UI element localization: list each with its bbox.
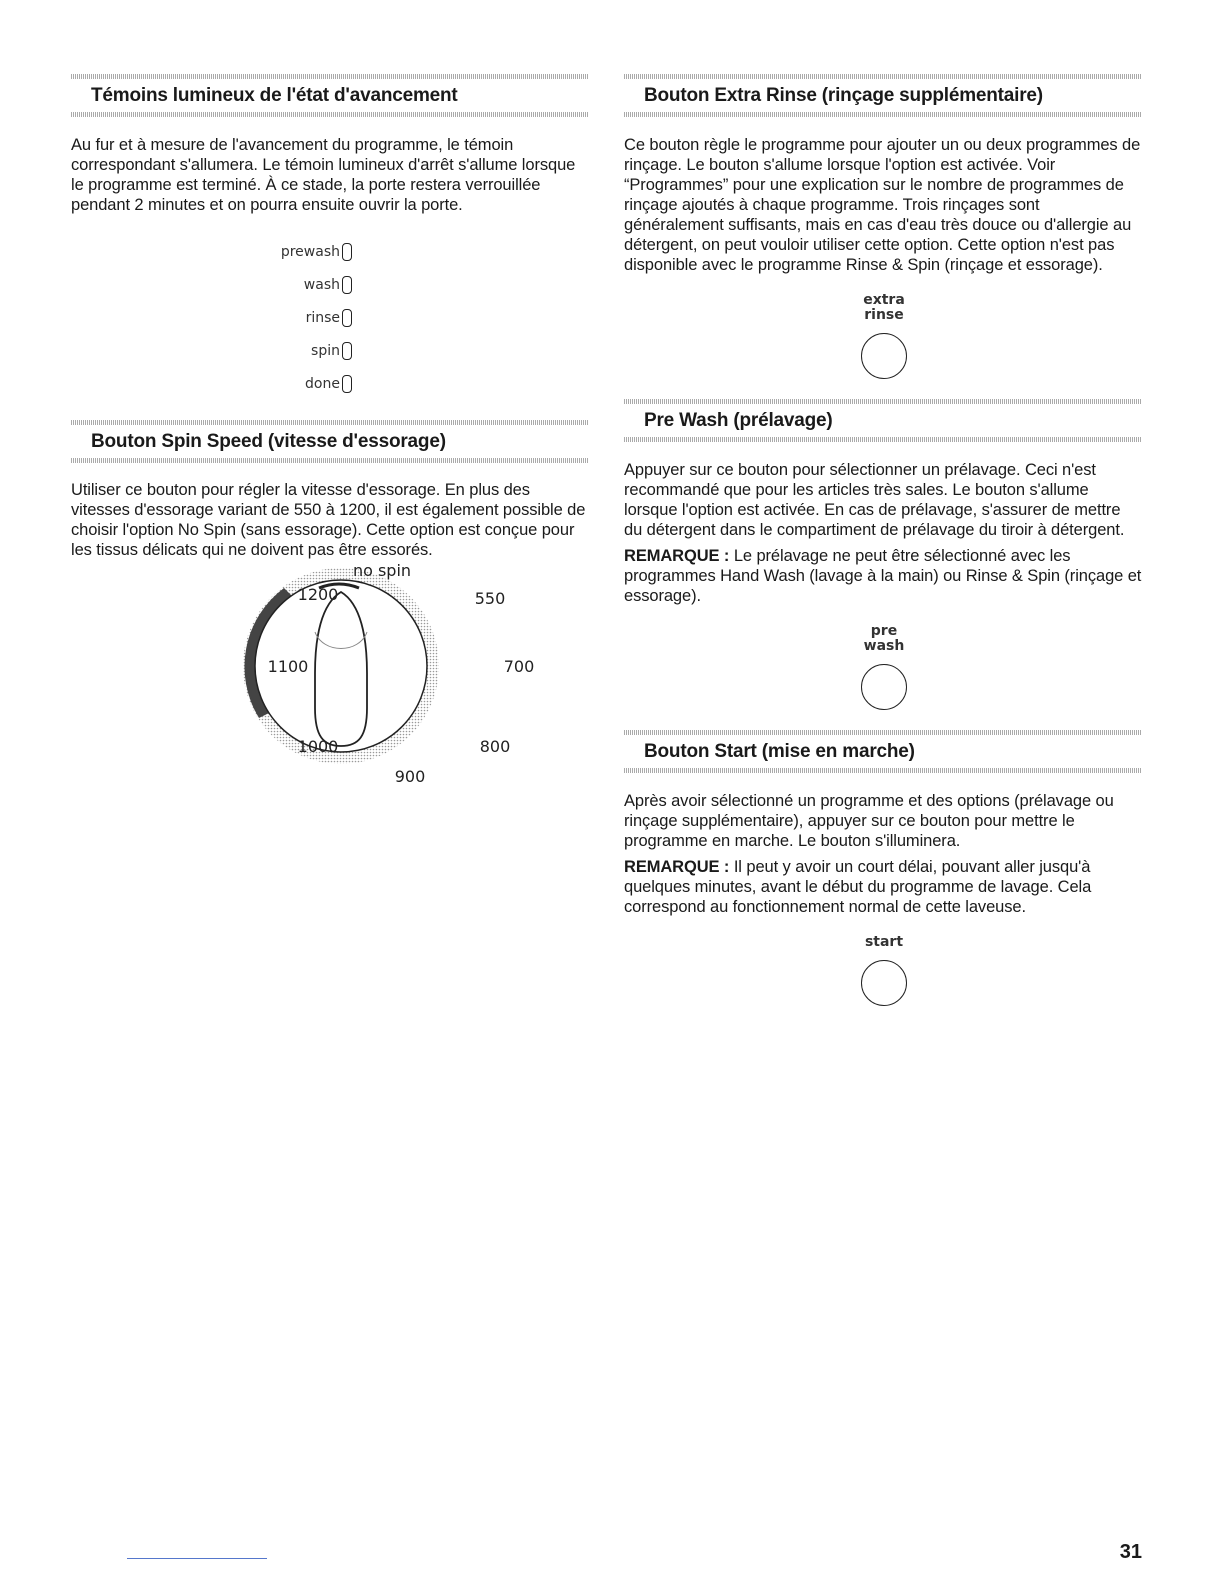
indicator-light-icon bbox=[342, 309, 352, 327]
indicator-label: done bbox=[305, 375, 340, 392]
pre-wash-label-inner bbox=[864, 624, 905, 654]
pre-wash-note-text: Le prélavage ne peut être sélectionné avec les programmes Hand Wash (lavage à la main) ou Rinse & Spin (rinçage et essorage). bbox=[624, 547, 1142, 605]
dial-label-1200: 1200 bbox=[297, 585, 339, 604]
spin-speed-body: Utiliser ce bouton pour régler la vitesse d'essorage. En plus des vitesses d'essorage variant de 550 à 1200, il est également possible de choisir l'option No Spin (sans essorage). Cette option est conçue pour les tissus délicats qui ne doivent pas être essorés. bbox=[71, 481, 586, 559]
pre-wash-label-line1: pre bbox=[870, 623, 898, 639]
indicator-light-icon bbox=[342, 342, 352, 360]
section-rule bbox=[71, 74, 589, 79]
dial-label-1000: 1000 bbox=[297, 737, 339, 756]
dial-label-550: 550 bbox=[474, 589, 506, 608]
extra-rinse-label-line1: extra bbox=[863, 292, 905, 308]
spin-speed-dial bbox=[189, 561, 535, 798]
section-rule bbox=[71, 458, 589, 463]
indicator-light-icon bbox=[342, 276, 352, 294]
section-rule bbox=[624, 112, 1142, 117]
indicator-rinse bbox=[71, 301, 352, 334]
right-column bbox=[624, 74, 1142, 1006]
extra-rinse-title: Bouton Extra Rinse (rinçage supplémentaire) bbox=[644, 85, 1043, 106]
section-rule bbox=[624, 74, 1142, 79]
pre-wash-button[interactable] bbox=[861, 664, 907, 710]
start-body: Après avoir sélectionné un programme et des options (prélavage ou rinçage supplémentaire), appuyer sur ce bouton pour mettre le programme en marche. Le bouton s'illuminera. bbox=[624, 792, 1114, 850]
indicator-label: rinse bbox=[305, 309, 340, 326]
extra-rinse-button[interactable] bbox=[861, 333, 907, 379]
start-label-inner: start bbox=[864, 934, 904, 950]
footer-line bbox=[127, 1558, 267, 1559]
pre-wash-button-figure bbox=[624, 624, 1142, 710]
indicator-list bbox=[71, 235, 352, 400]
dial-label-no-spin: no spin bbox=[352, 561, 412, 580]
dial-label-800: 800 bbox=[479, 737, 511, 756]
pre-wash-body: Appuyer sur ce bouton pour sélectionner un prélavage. Ceci n'est recommandé que pour les articles très sales. Le bouton s'allume lorsque l'option est activée. En cas de prélavage, s'assurer de mettre du détergent dans le compartiment de prélavage du tiroir à détergent. bbox=[624, 461, 1125, 539]
dial-knob[interactable] bbox=[315, 592, 367, 746]
indicator-done bbox=[71, 367, 352, 400]
start-button-figure bbox=[624, 935, 1142, 1006]
section-rule bbox=[624, 730, 1142, 735]
start-title: Bouton Start (mise en marche) bbox=[644, 741, 915, 762]
dial-label-700: 700 bbox=[503, 657, 535, 676]
extra-rinse-label-line2: rinse bbox=[864, 307, 904, 323]
dial-label-900: 900 bbox=[394, 767, 426, 786]
left-column bbox=[71, 74, 589, 798]
indicator-label: wash bbox=[303, 276, 340, 293]
extra-rinse-body: Ce bouton règle le programme pour ajouter un ou deux programmes de rinçage. Le bouton s'allume lorsque l'option est activée. Voir “Programmes” pour une explication sur le nombre de programmes de rinçage ajoutés à chaque programme. Trois rinçages sont généralement suffisants, mais en cas d'eau très douce ou d'allergie au détergent, on peut vouloir utiliser cette option. Cette option n'est pas disponible avec le programme Rinse & Spin (rinçage et essorage). bbox=[624, 136, 1141, 274]
pre-wash-note bbox=[624, 546, 1142, 606]
indicators-body: Au fur et à mesure de l'avancement du programme, le témoin correspondant s'allumera. Le témoin lumineux d'arrêt s'allume lorsque le programme est terminé. À ce stade, la porte restera verrouillée pendant 2 minutes et on pourra ensuite ouvrir la porte. bbox=[71, 136, 576, 214]
pre-wash-title: Pre Wash (prélavage) bbox=[644, 410, 833, 431]
page-number: 31 bbox=[1119, 1541, 1142, 1563]
start-button[interactable] bbox=[861, 960, 907, 1006]
section-rule bbox=[71, 112, 589, 117]
indicator-light-icon bbox=[342, 243, 352, 261]
start-note-text: Il peut y avoir un court délai, pouvant aller jusqu'à quelques minutes, avant le début du programme de lavage. Cela correspond au fonctionnement normal de cette laveuse. bbox=[624, 858, 1092, 916]
indicator-spin bbox=[71, 334, 352, 367]
start-note bbox=[624, 857, 1142, 917]
pre-wash-label-line2: wash bbox=[863, 638, 905, 654]
indicator-wash bbox=[71, 268, 352, 301]
indicator-label: spin bbox=[311, 342, 340, 359]
extra-rinse-label-inner bbox=[863, 293, 905, 323]
section-rule bbox=[624, 399, 1142, 404]
spin-speed-title: Bouton Spin Speed (vitesse d'essorage) bbox=[91, 431, 446, 452]
dial-label-1100: 1100 bbox=[267, 657, 309, 676]
indicators-title: Témoins lumineux de l'état d'avancement bbox=[91, 85, 458, 106]
section-rule bbox=[624, 768, 1142, 773]
indicator-light-icon bbox=[342, 375, 352, 393]
extra-rinse-button-figure bbox=[624, 293, 1142, 379]
section-rule bbox=[71, 420, 589, 425]
indicator-label: prewash bbox=[280, 243, 340, 260]
start-note-label: REMARQUE : bbox=[624, 858, 730, 876]
section-rule bbox=[624, 437, 1142, 442]
indicator-prewash bbox=[71, 235, 352, 268]
pre-wash-note-label: REMARQUE : bbox=[624, 547, 730, 565]
